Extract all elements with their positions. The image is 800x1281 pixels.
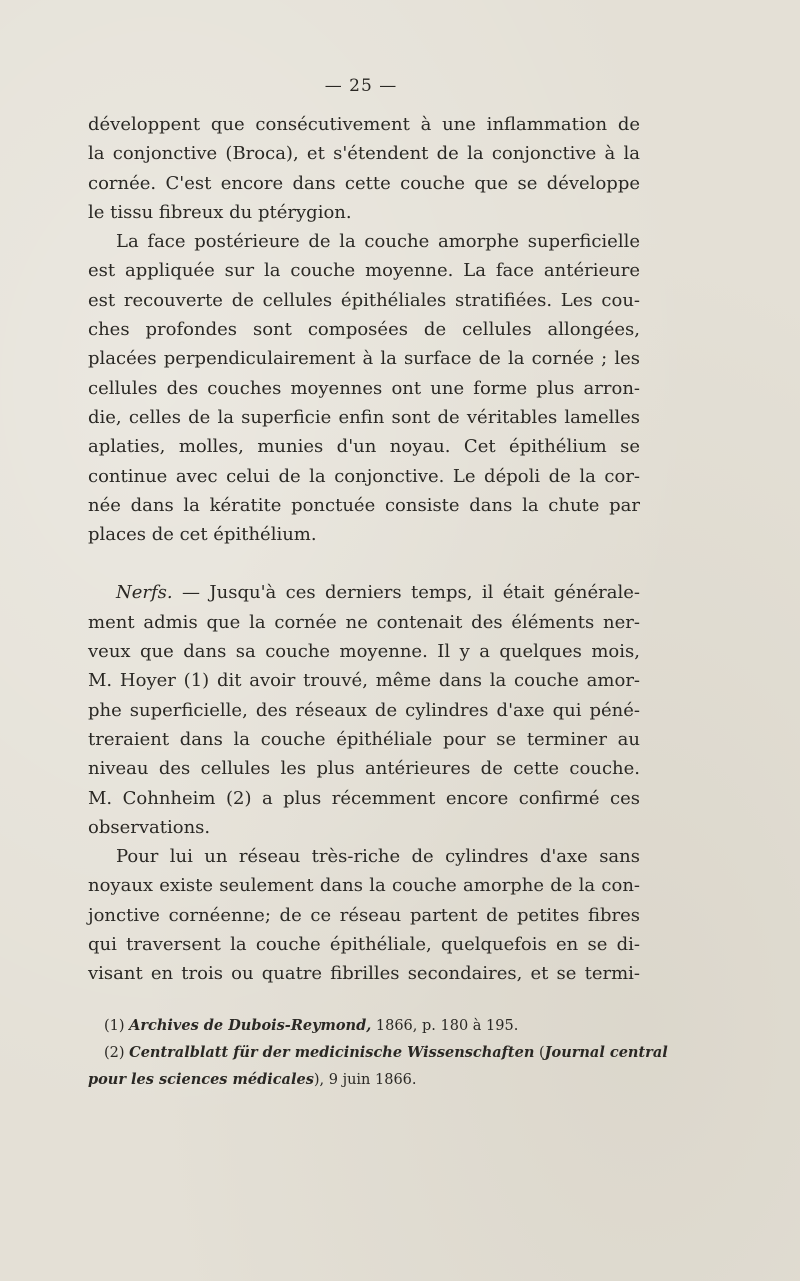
text-line: ches profondes sont composées de cellules allongées,: [88, 319, 640, 341]
text-line: veux que dans sa couche moyenne. Il y a quelques mois,: [88, 641, 640, 663]
text-line: observations.: [88, 816, 211, 838]
footnote-text: (: [534, 1045, 545, 1061]
footnote-subtitle: Journal central: [544, 1044, 668, 1061]
footnote-subtitle-cont: pour les sciences médicales: [88, 1071, 314, 1088]
text-line: qui traversent la couche épithéliale, quelquefois en se di-: [88, 934, 640, 956]
body-text: [88, 110, 640, 989]
text-line: Pour lui un réseau très-riche de cylindres d'axe sans: [116, 846, 640, 868]
footnote-title: Archives de Dubois-Reymond,: [129, 1017, 372, 1034]
text-line: aplaties, molles, munies d'un noyau. Cet épithélium se: [88, 436, 640, 458]
text-line-nerfs: [88, 578, 640, 607]
footnote-text: 1866, p. 180 à 195.: [371, 1018, 519, 1034]
paragraph-gap: [88, 549, 640, 578]
footnotes: [88, 1012, 668, 1093]
section-heading-nerfs: Nerfs.: [116, 582, 173, 604]
footnote-2-cont: [88, 1066, 640, 1093]
text-line: continue avec celui de la conjonctive. Le dépoli de la cor-: [88, 465, 640, 487]
footnote-marker: (2): [104, 1045, 125, 1061]
text-line: noyaux existe seulement dans la couche amorphe de la con-: [88, 875, 640, 897]
text-line: est recouverte de cellules épithéliales stratifiées. Les cou-: [88, 289, 640, 311]
footnote-2: [88, 1039, 668, 1066]
text-line: treraient dans la couche épithéliale pour se terminer au: [88, 728, 640, 750]
text-line: cornée. C'est encore dans cette couche que se développe: [88, 172, 640, 194]
footnote-marker: (1): [104, 1018, 125, 1034]
text-line: phe superficielle, des réseaux de cylindres d'axe qui péné-: [88, 699, 640, 721]
text-line: cellules des couches moyennes ont une forme plus arron-: [88, 377, 640, 399]
text-line: M. Cohnheim (2) a plus récemment encore confirmé ces: [88, 787, 640, 809]
text-line: M. Hoyer (1) dit avoir trouvé, même dans la couche amor-: [88, 670, 640, 692]
text-line: le tissu fibreux du ptérygion.: [88, 201, 352, 223]
text-line: développent que consécutivement à une inflammation de: [88, 114, 640, 135]
text-line: die, celles de la superficie enfin sont de véritables lamelles: [88, 406, 640, 428]
page-number: — 25 —: [324, 76, 398, 96]
footnote-text: ), 9 juin 1866.: [313, 1072, 417, 1088]
text-line: est appliquée sur la couche moyenne. La face antérieure: [88, 260, 640, 282]
text-line: la conjonctive (Broca), et s'étendent de la conjonctive à la: [88, 143, 640, 165]
text-line: ment admis que la cornée ne contenait des éléments ner-: [88, 611, 640, 633]
footnote-title: Centralblatt für der medicinische Wissenschaften: [129, 1044, 535, 1061]
text-line: jonctive cornéenne; de ce réseau partent de petites fibres: [88, 904, 640, 926]
text-line: née dans la kératite ponctuée consiste dans la chute par: [88, 494, 640, 516]
text-fragment: — Jusqu'à ces derniers temps, il était générale-: [172, 582, 640, 604]
text-line: niveau des cellules les plus antérieures de cette couche.: [88, 758, 640, 780]
text-line: placées perpendiculairement à la surface de la cornée ; les: [88, 348, 640, 370]
text-line: visant en trois ou quatre fibrilles secondaires, et se termi-: [88, 963, 640, 985]
footnote-1: [88, 1012, 640, 1039]
text-line: places de cet épithélium.: [88, 524, 317, 546]
text-line: La face postérieure de la couche amorphe superficielle: [116, 231, 640, 253]
